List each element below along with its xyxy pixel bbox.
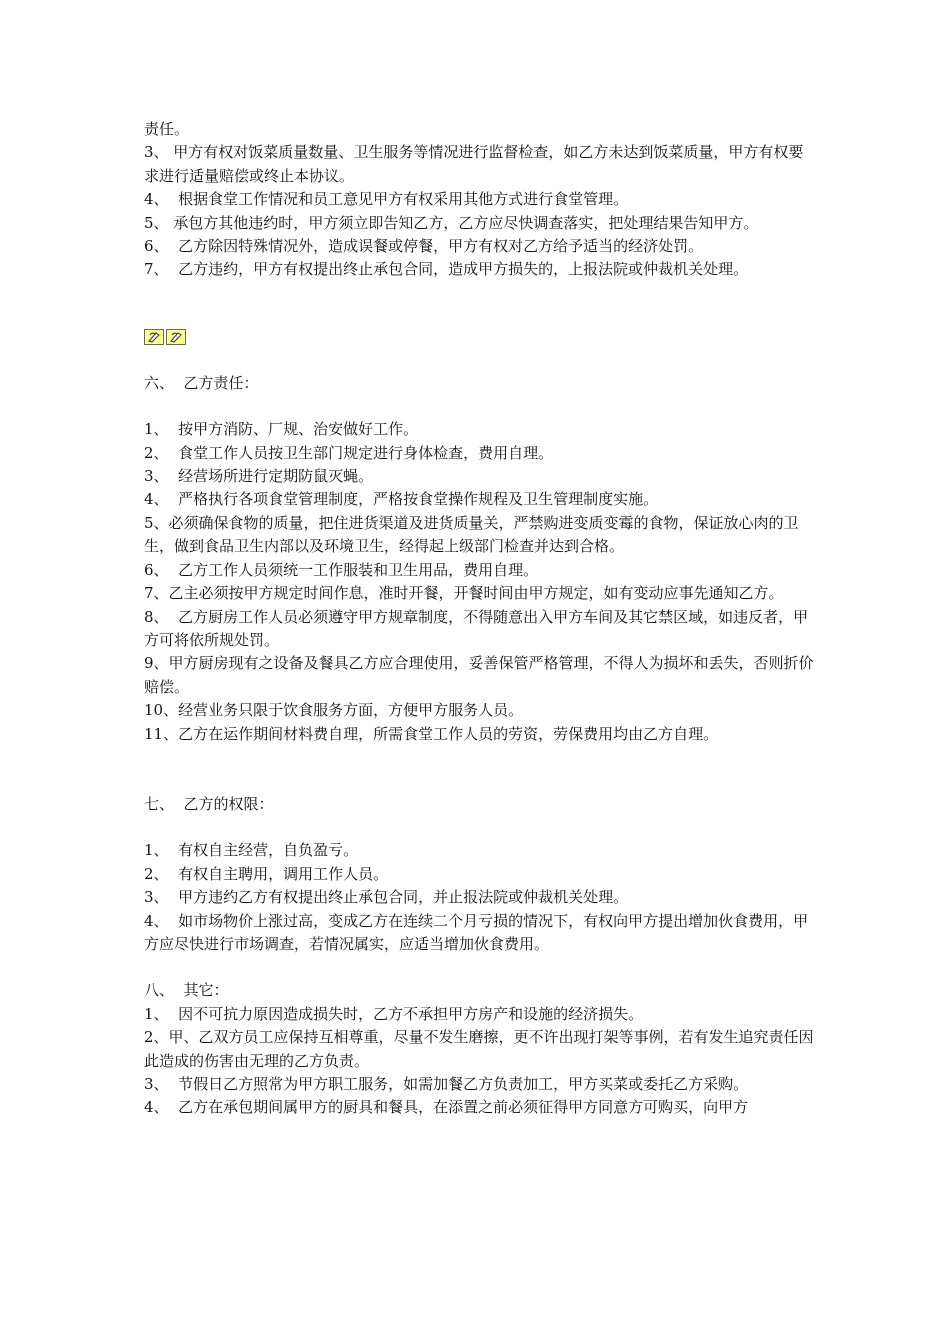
list-item: 9、甲方厨房现有之设备及餐具乙方应合理使用，妥善保管严格管理，不得人为损坏和丢失，否则折价赔偿。 [144, 654, 814, 696]
list-item: 7、乙主必须按甲方规定时间作息，准时开餐，开餐时间由甲方规定，如有变动应事先通知乙方。 [144, 584, 784, 603]
list-item: 3、 节假日乙方照常为甲方职工服务，如需加餐乙方负责加工，甲方买菜或委托乙方采购。 [144, 1075, 749, 1093]
paragraph: 5、 承包方其他违约时，甲方须立即告知乙方，乙方应尽快调查落实，把处理结果告知甲方。 [144, 213, 759, 232]
list-item: 4、 如市场物价上涨过高，变成乙方在连续二个月亏损的情况下，有权向甲方提出增加伙食费用，甲方应尽快进行市场调查，若情况属实，应适当增加伙食费用。 [144, 911, 809, 953]
list-item: 1、 按甲方消防、厂规、治安做好工作。 [144, 420, 419, 439]
edit-icon[interactable] [144, 329, 164, 345]
list-item: 2、 食堂工作人员按卫生部门规定进行身体检查，费用自理。 [144, 443, 554, 462]
list-item: 4、 乙方在承包期间属甲方的厨具和餐具，在添置之前必须征得甲方同意方可购买，向甲方 [144, 1098, 749, 1117]
list-item: 2、甲、乙双方员工应保持互相尊重，尽量不发生磨擦，更不许出现打架等事例，若有发生追究责任因此造成的伤害由无理的乙方负责。 [144, 1028, 814, 1070]
list-item: 8、 乙方厨房工作人员必须遵守甲方规章制度，不得随意出入甲方车间及其它禁区域，如违反者，甲方可将依所规处罚。 [144, 607, 809, 649]
list-item: 1、 有权自主经营，自负盈亏。 [144, 841, 359, 860]
section-7 [144, 793, 814, 956]
paragraph: 7、 乙方违约，甲方有权提出终止承包合同，造成甲方损失的，上报法院或仲裁机关处理。 [144, 260, 749, 279]
section-6 [144, 372, 814, 746]
list-item: 6、 乙方工作人员须统一工作服装和卫生用品，费用自理。 [144, 560, 539, 579]
section-heading: 八、 其它： [144, 981, 229, 1000]
list-item: 1、 因不可抗力原因造成损失时，乙方不承担甲方房产和设施的经济损失。 [144, 1004, 644, 1023]
embedded-object-icons [144, 329, 814, 349]
document-page [144, 118, 814, 1120]
section-heading: 六、 乙方责任： [144, 373, 259, 392]
section-8 [144, 979, 814, 1119]
list-item: 2、 有权自主聘用，调用工作人员。 [144, 864, 389, 883]
paragraph: 4、 根据食堂工作情况和员工意见甲方有权采用其他方式进行食堂管理。 [144, 190, 629, 209]
paragraph: 责任。 [144, 120, 190, 138]
list-item: 10、经营业务只限于饮食服务方面，方便甲方服务人员。 [144, 701, 524, 720]
list-item: 4、 严格执行各项食堂管理制度，严格按食堂操作规程及卫生管理制度实施。 [144, 490, 659, 509]
edit-icon[interactable] [166, 329, 186, 345]
list-item: 3、 甲方违约乙方有权提出终止承包合同，并止报法院或仲裁机关处理。 [144, 888, 629, 907]
list-item: 5、必须确保食物的质量，把住进货渠道及进货质量关，严禁购进变质变霉的食物，保证放心肉的卫生，做到食品卫生内部以及环境卫生，经得起上级部门检查并达到合格。 [144, 513, 799, 556]
list-item: 3、 经营场所进行定期防鼠灭蝇。 [144, 467, 374, 486]
list-item: 11、乙方在运作期间材料费自理，所需食堂工作人员的劳资，劳保费用均由乙方自理。 [144, 724, 719, 743]
paragraph: 3、 甲方有权对饭菜质量数量、卫生服务等情况进行监督检查，如乙方未达到饭菜质量，甲方有权要求进行适量赔偿或终止本协议。 [144, 143, 804, 185]
paragraph: 6、 乙方除因特殊情况外，造成误餐或停餐，甲方有权对乙方给予适当的经济处罚。 [144, 237, 704, 256]
section5-tail [144, 118, 814, 282]
section-heading: 七、 乙方的权限： [144, 794, 274, 813]
